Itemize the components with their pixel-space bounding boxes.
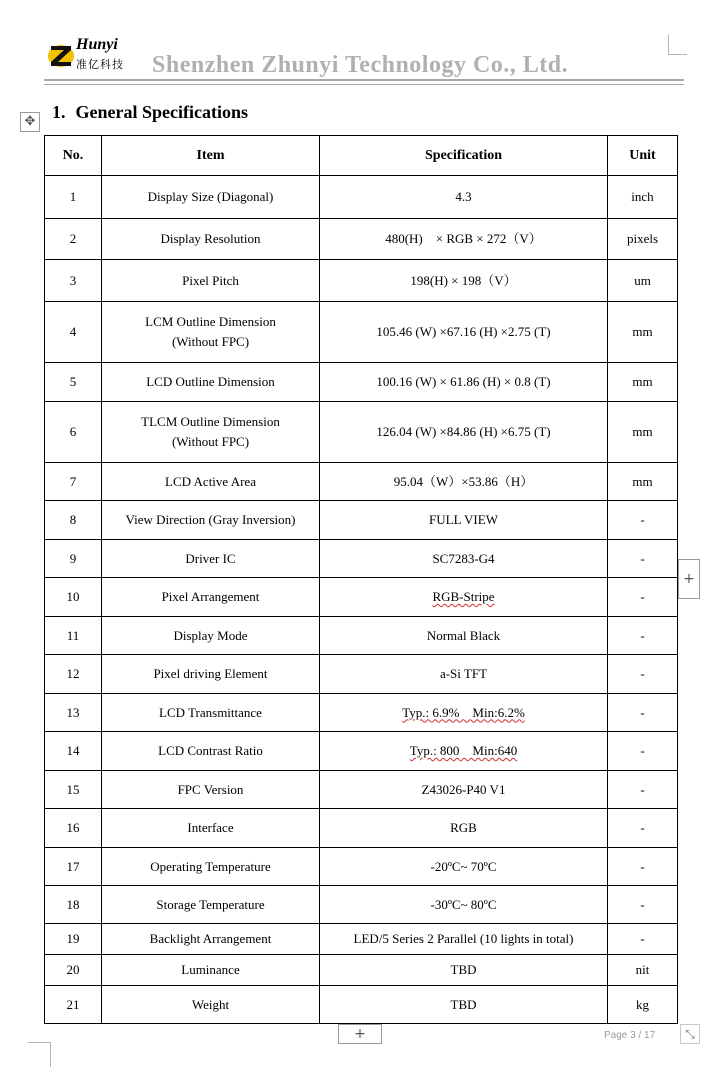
page-corner-mark-bottom-left bbox=[28, 1042, 51, 1067]
cell-item: LCD Contrast Ratio bbox=[102, 732, 320, 771]
cell-item: LCD Outline Dimension bbox=[102, 363, 320, 402]
table-row bbox=[45, 694, 678, 732]
cell-unit: - bbox=[608, 655, 678, 694]
company-logo bbox=[46, 36, 146, 76]
table-row bbox=[45, 886, 678, 924]
cell-item-line1: TLCM Outline Dimension bbox=[141, 414, 280, 429]
cell-unit: inch bbox=[608, 176, 678, 219]
cell-spec: 105.46 (W) ×67.16 (H) ×2.75 (T) bbox=[320, 302, 608, 363]
cell-unit: mm bbox=[608, 302, 678, 363]
table-row bbox=[45, 219, 678, 260]
cell-item: Weight bbox=[102, 986, 320, 1024]
cell-no: 6 bbox=[45, 402, 102, 463]
page-number: 3 / 17 bbox=[630, 1030, 656, 1041]
cell-item-line1: LCM Outline Dimension bbox=[145, 314, 276, 329]
cell-spec: -30ºC~ 80ºC bbox=[320, 886, 608, 924]
table-row bbox=[45, 986, 678, 1024]
cell-unit: - bbox=[608, 540, 678, 578]
cell-unit: kg bbox=[608, 986, 678, 1024]
general-specifications-table bbox=[44, 135, 678, 1024]
cell-spec: 480(H) × RGB × 272（V） bbox=[320, 219, 608, 260]
cell-item: Display Resolution bbox=[102, 219, 320, 260]
cell-spec: -20ºC~ 70ºC bbox=[320, 848, 608, 886]
section-number: 1. bbox=[52, 102, 66, 122]
header-specification: Specification bbox=[320, 136, 608, 176]
table-row bbox=[45, 363, 678, 402]
cell-item-line2: (Without FPC) bbox=[171, 334, 250, 349]
table-move-handle-icon[interactable]: ✥ bbox=[20, 112, 40, 132]
cell-no: 17 bbox=[45, 848, 102, 886]
cell-unit: - bbox=[608, 924, 678, 955]
cell-item: Driver IC bbox=[102, 540, 320, 578]
table-row bbox=[45, 176, 678, 219]
table-row bbox=[45, 578, 678, 617]
cell-item: FPC Version bbox=[102, 771, 320, 809]
cell-no: 20 bbox=[45, 955, 102, 986]
page-indicator bbox=[604, 1030, 655, 1041]
cell-unit: pixels bbox=[608, 219, 678, 260]
cell-no: 4 bbox=[45, 302, 102, 363]
cell-item bbox=[102, 402, 320, 463]
cell-item: Luminance bbox=[102, 955, 320, 986]
table-row bbox=[45, 924, 678, 955]
cell-item: Display Mode bbox=[102, 617, 320, 655]
cell-spec bbox=[320, 578, 608, 617]
cell-no: 12 bbox=[45, 655, 102, 694]
section-title-text: General Specifications bbox=[75, 102, 248, 122]
cell-item: Operating Temperature bbox=[102, 848, 320, 886]
cell-spec: RGB bbox=[320, 809, 608, 848]
cell-no: 14 bbox=[45, 732, 102, 771]
cell-unit: - bbox=[608, 617, 678, 655]
cell-no: 5 bbox=[45, 363, 102, 402]
page-label: Page bbox=[604, 1030, 628, 1041]
table-row bbox=[45, 809, 678, 848]
cell-spec: SC7283-G4 bbox=[320, 540, 608, 578]
cell-unit: - bbox=[608, 886, 678, 924]
cell-spec: 100.16 (W) × 61.86 (H) × 0.8 (T) bbox=[320, 363, 608, 402]
cell-spec: FULL VIEW bbox=[320, 501, 608, 540]
cell-item: Storage Temperature bbox=[102, 886, 320, 924]
cell-unit: mm bbox=[608, 363, 678, 402]
logo-chinese-text: 准亿科技 bbox=[76, 58, 124, 71]
table-row bbox=[45, 655, 678, 694]
cell-no: 18 bbox=[45, 886, 102, 924]
cell-unit: - bbox=[608, 501, 678, 540]
cell-spec: a-Si TFT bbox=[320, 655, 608, 694]
cell-no: 19 bbox=[45, 924, 102, 955]
cell-spec bbox=[320, 732, 608, 771]
cell-no: 3 bbox=[45, 260, 102, 302]
cell-no: 1 bbox=[45, 176, 102, 219]
table-row bbox=[45, 771, 678, 809]
cell-no: 21 bbox=[45, 986, 102, 1024]
cell-spec: 198(H) × 198（V） bbox=[320, 260, 608, 302]
cell-item: Display Size (Diagonal) bbox=[102, 176, 320, 219]
cell-unit: - bbox=[608, 694, 678, 732]
cell-unit: - bbox=[608, 771, 678, 809]
cell-unit: mm bbox=[608, 402, 678, 463]
cell-no: 9 bbox=[45, 540, 102, 578]
cell-unit: - bbox=[608, 732, 678, 771]
cell-no: 2 bbox=[45, 219, 102, 260]
add-column-button[interactable]: + bbox=[678, 559, 700, 599]
cell-spec: TBD bbox=[320, 986, 608, 1024]
cell-no: 7 bbox=[45, 463, 102, 501]
table-row bbox=[45, 501, 678, 540]
cell-item: LCD Transmittance bbox=[102, 694, 320, 732]
cell-no: 11 bbox=[45, 617, 102, 655]
table-resize-icon[interactable]: ⤡ bbox=[680, 1024, 700, 1044]
table-row bbox=[45, 402, 678, 463]
cell-no: 16 bbox=[45, 809, 102, 848]
table-row bbox=[45, 540, 678, 578]
cell-spec: 126.04 (W) ×84.86 (H) ×6.75 (T) bbox=[320, 402, 608, 463]
table-row bbox=[45, 302, 678, 363]
header-rule-thin bbox=[44, 84, 684, 85]
cell-spec: 4.3 bbox=[320, 176, 608, 219]
header-rule bbox=[44, 79, 684, 81]
cell-spec: 95.04（W）×53.86（H） bbox=[320, 463, 608, 501]
table-row bbox=[45, 617, 678, 655]
cell-spec-text: Typ.: 800 Min:640 bbox=[409, 743, 518, 758]
cell-spec: Normal Black bbox=[320, 617, 608, 655]
cell-item: Pixel Pitch bbox=[102, 260, 320, 302]
section-title bbox=[52, 102, 248, 123]
table-row bbox=[45, 732, 678, 771]
cell-unit: - bbox=[608, 848, 678, 886]
cell-no: 8 bbox=[45, 501, 102, 540]
table-header-row bbox=[45, 136, 678, 176]
cell-spec: LED/5 Series 2 Parallel (10 lights in total) bbox=[320, 924, 608, 955]
cell-no: 13 bbox=[45, 694, 102, 732]
cell-no: 10 bbox=[45, 578, 102, 617]
table-row bbox=[45, 955, 678, 986]
cell-item: Backlight Arrangement bbox=[102, 924, 320, 955]
zhunyi-logo-icon bbox=[46, 36, 76, 72]
cell-item-line2: (Without FPC) bbox=[171, 434, 250, 449]
logo-text: Hunyi bbox=[76, 36, 118, 53]
add-row-button[interactable]: + bbox=[338, 1024, 382, 1044]
header-no: No. bbox=[45, 136, 102, 176]
cell-unit: um bbox=[608, 260, 678, 302]
page-corner-mark-top-right bbox=[668, 34, 687, 55]
table-row bbox=[45, 260, 678, 302]
cell-spec-text: RGB-Stripe bbox=[432, 589, 495, 604]
cell-item: View Direction (Gray Inversion) bbox=[102, 501, 320, 540]
cell-unit: - bbox=[608, 809, 678, 848]
cell-item: LCD Active Area bbox=[102, 463, 320, 501]
company-name: Shenzhen Zhunyi Technology Co., Ltd. bbox=[152, 52, 569, 78]
cell-item: Pixel driving Element bbox=[102, 655, 320, 694]
cell-item bbox=[102, 302, 320, 363]
table-row bbox=[45, 463, 678, 501]
cell-spec-text: Typ.: 6.9% Min:6.2% bbox=[402, 704, 525, 720]
cell-spec bbox=[320, 694, 608, 732]
cell-spec: Z43026-P40 V1 bbox=[320, 771, 608, 809]
cell-no: 15 bbox=[45, 771, 102, 809]
cell-spec: TBD bbox=[320, 955, 608, 986]
table-row bbox=[45, 848, 678, 886]
cell-unit: nit bbox=[608, 955, 678, 986]
header-unit: Unit bbox=[608, 136, 678, 176]
cell-item: Interface bbox=[102, 809, 320, 848]
header-item: Item bbox=[102, 136, 320, 176]
cell-unit: mm bbox=[608, 463, 678, 501]
cell-item: Pixel Arrangement bbox=[102, 578, 320, 617]
cell-unit: - bbox=[608, 578, 678, 617]
